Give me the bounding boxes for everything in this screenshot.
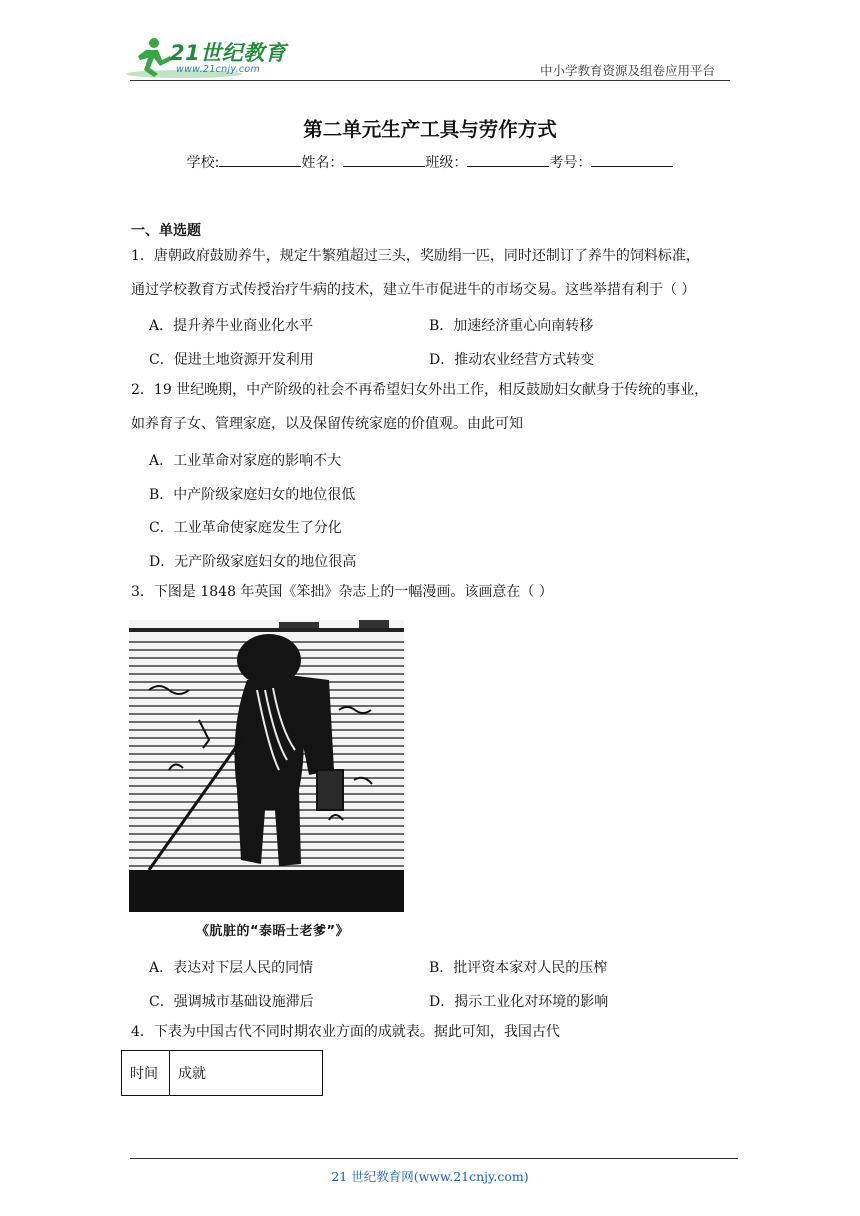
option-a[interactable]: A．表达对下层人民的同情 — [149, 960, 314, 976]
question-2 — [131, 374, 741, 441]
option-d[interactable]: D．揭示工业化对环境的影响 — [429, 994, 609, 1010]
option-b[interactable]: B．中产阶级家庭妇女的地位很低 — [149, 487, 356, 503]
page-title: 第二单元生产工具与劳作方式 — [303, 118, 557, 141]
question-text: 如养育子女、管理家庭，以及保留传统家庭的价值观。由此可知 — [131, 415, 523, 432]
option-c[interactable]: C．工业革命使家庭发生了分化 — [149, 520, 342, 536]
school-field[interactable] — [219, 152, 301, 167]
exam-no-label: 考号： — [549, 155, 592, 171]
option-d[interactable]: D．推动农业经营方式转变 — [429, 352, 595, 368]
school-label: 学校: — [186, 155, 220, 171]
table-row — [122, 1051, 323, 1096]
question-1 — [131, 240, 741, 307]
footer-divider — [130, 1158, 738, 1159]
table-header-achievement: 成就 — [170, 1051, 323, 1096]
option-c[interactable]: C．促进土地资源开发利用 — [149, 352, 314, 368]
footer-link[interactable]: 21 世纪教育网(www.21cnjy.com) — [331, 1169, 529, 1184]
achievement-table — [121, 1050, 323, 1096]
option-c[interactable]: C．强调城市基础设施滞后 — [149, 994, 314, 1010]
platform-name: 中小学教育资源及组卷应用平台 — [540, 63, 716, 78]
option-b[interactable]: B．加速经济重心向南转移 — [429, 318, 594, 334]
header-divider — [130, 80, 730, 81]
option-a[interactable]: A．工业革命对家庭的影响不大 — [149, 453, 342, 469]
class-label: 班级： — [425, 155, 468, 171]
logo-url[interactable]: www.21cnjy.com — [176, 64, 261, 75]
question-text: 4．下表为中国古代不同时期农业方面的成就表。据此可知，我国古代 — [131, 1024, 560, 1040]
question-text: 通过学校教育方式传授治疗牛病的技术，建立牛市促进牛的市场交易。这些举措有利于（ ） — [131, 281, 696, 298]
cartoon-illustration — [129, 620, 404, 912]
student-info-line — [0, 152, 860, 172]
name-label: 姓名： — [301, 155, 344, 171]
option-d[interactable]: D．无产阶级家庭妇女的地位很高 — [149, 554, 357, 570]
logo-text: 21世纪教育 — [170, 41, 287, 65]
table-header-time: 时间 — [122, 1051, 170, 1096]
question-text: 3．下图是 1848 年英国《笨拙》杂志上的一幅漫画。该画意在（ ） — [131, 584, 553, 600]
class-field[interactable] — [467, 152, 549, 167]
exam-no-field[interactable] — [591, 152, 673, 167]
option-a[interactable]: A．提升养牛业商业化水平 — [149, 318, 314, 334]
question-text: 2．19 世纪晚期，中产阶级的社会不再希望妇女外出工作，相反鼓励妇女献身于传统的事业， — [131, 382, 709, 398]
name-field[interactable] — [343, 152, 425, 167]
cartoon-caption: 《肮脏的“泰晤士老爹”》 — [196, 924, 350, 939]
question-3 — [131, 576, 741, 610]
question-text: 1．唐朝政府鼓励养牛，规定牛繁殖超过三头，奖励绢一匹，同时还制订了养牛的饲料标准， — [131, 248, 700, 264]
option-b[interactable]: B．批评资本家对人民的压榨 — [429, 960, 608, 976]
section-heading: 一、单选题 — [131, 223, 201, 239]
question-4 — [131, 1016, 741, 1050]
